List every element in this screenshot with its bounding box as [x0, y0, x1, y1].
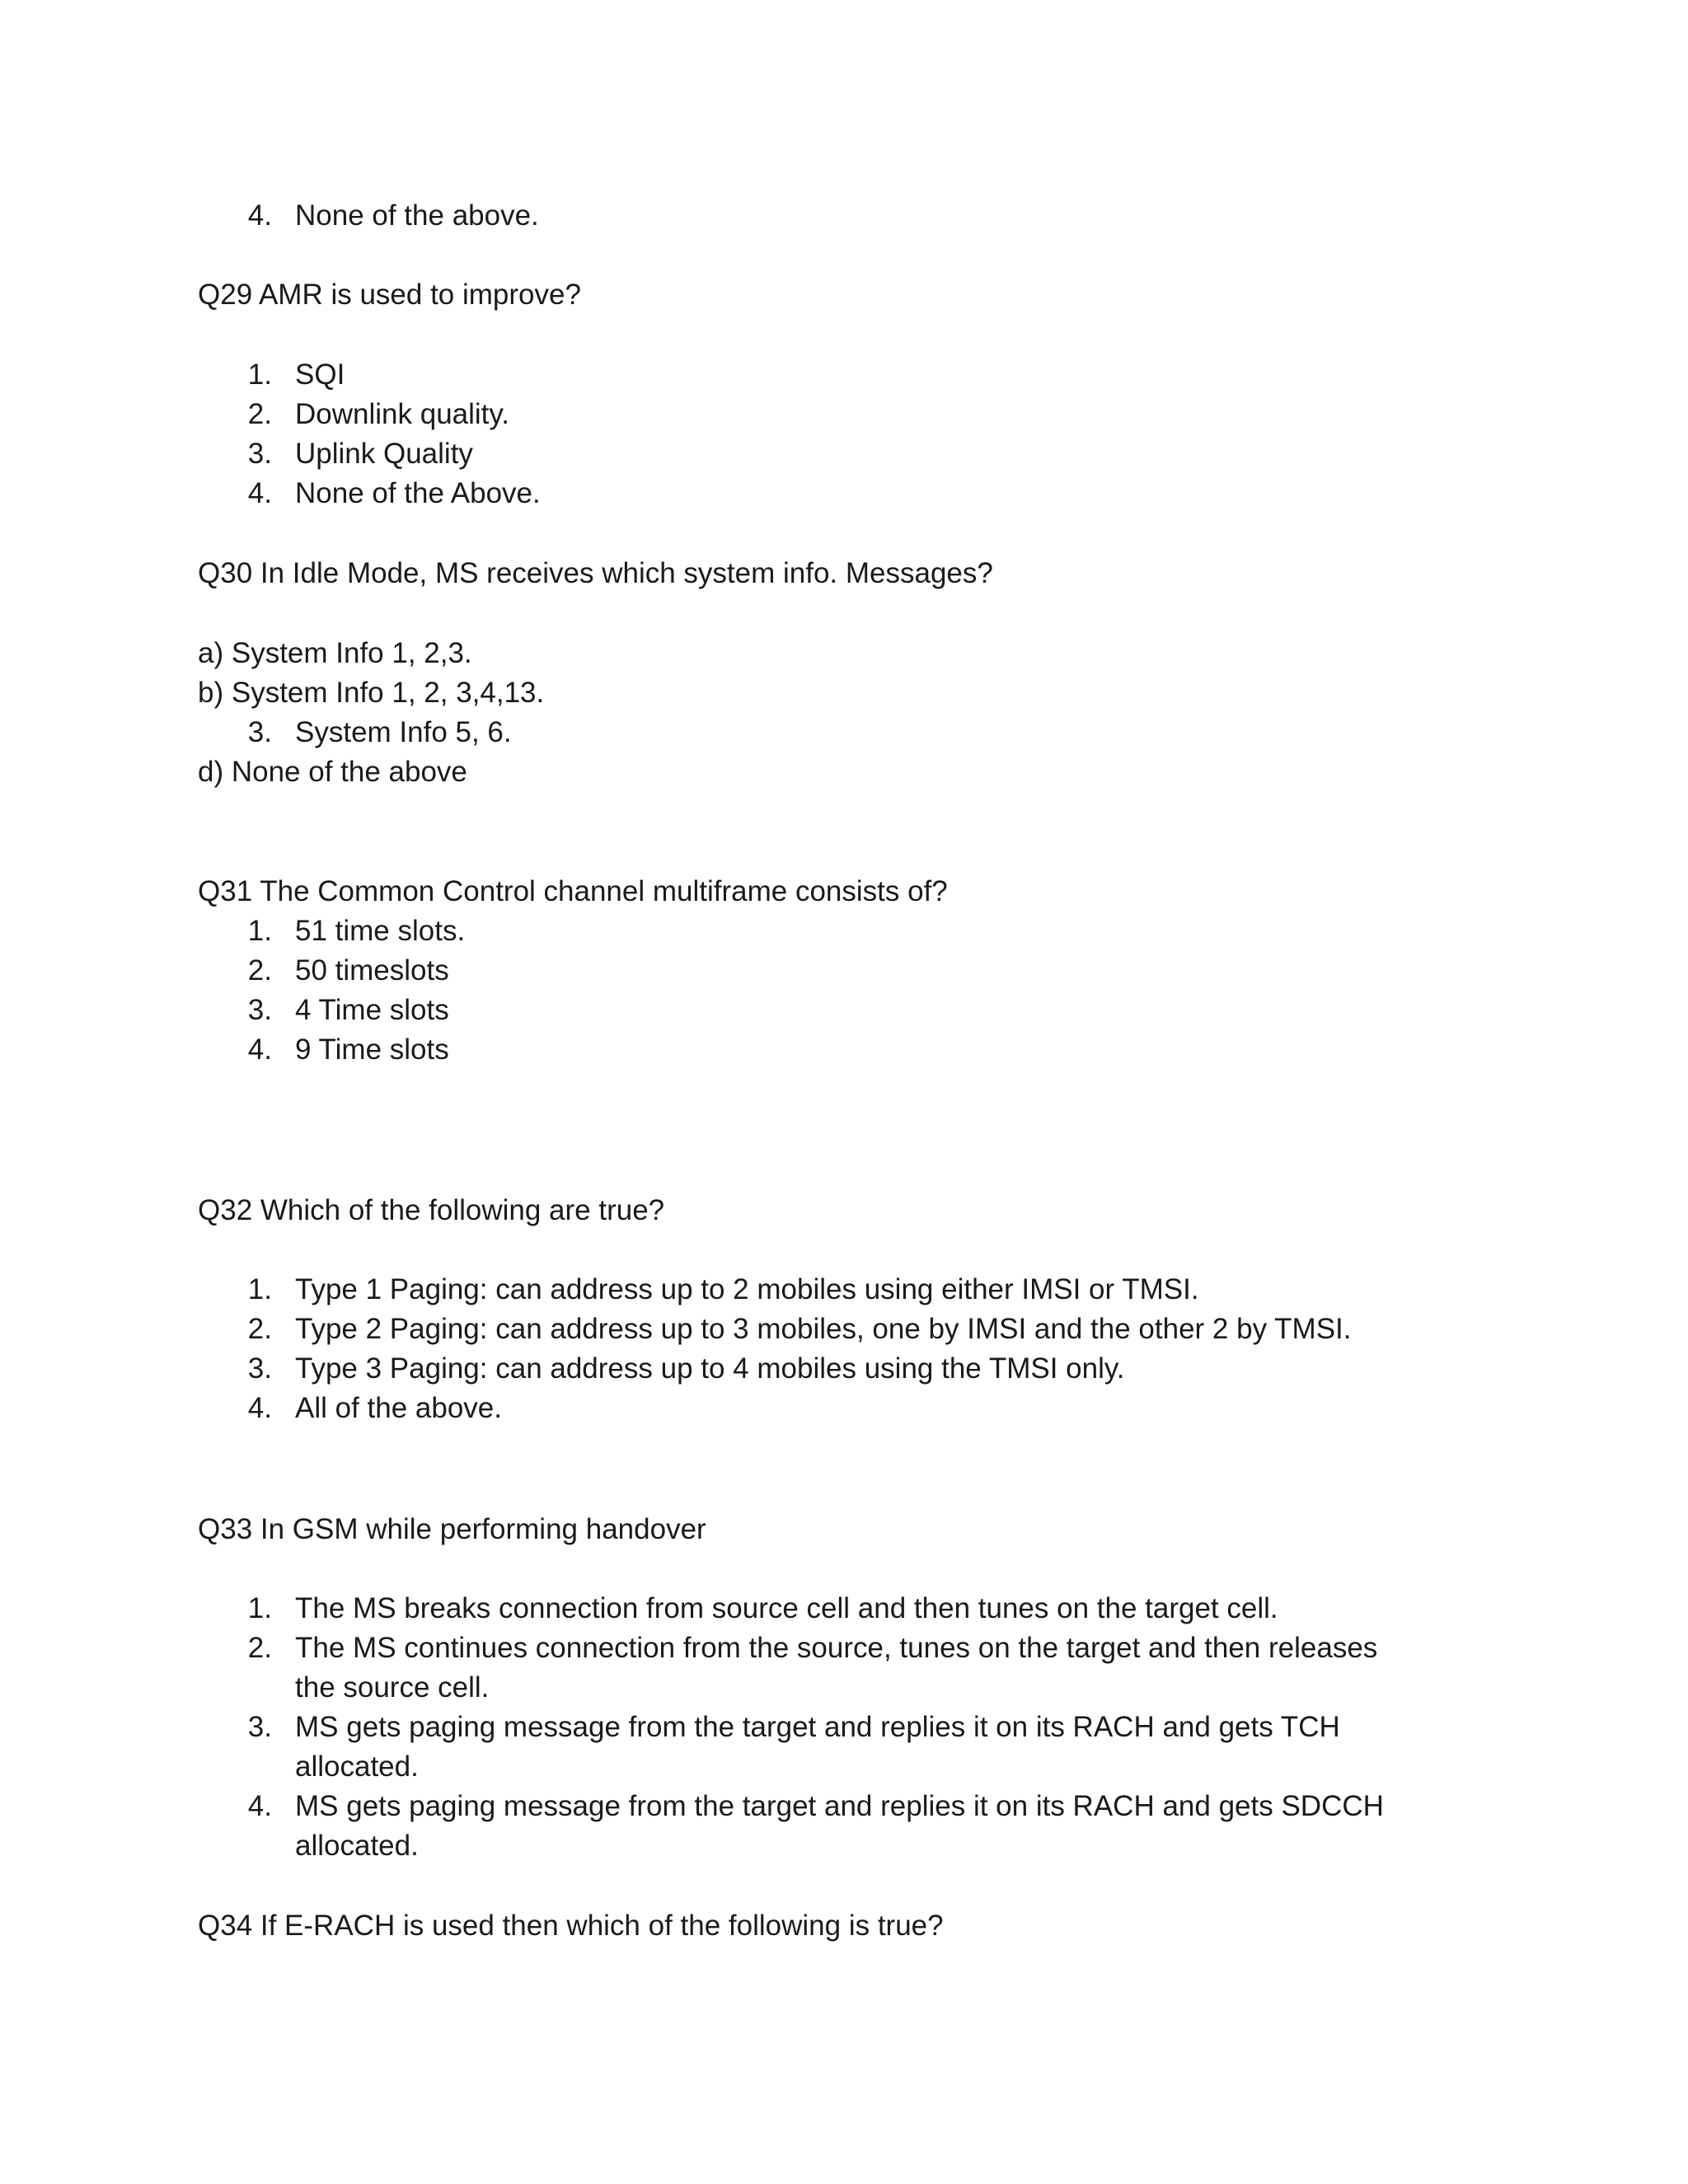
item-number: 3. [247, 1352, 272, 1385]
option-b: b) System Info 1, 2, 3,4,13. [198, 677, 545, 709]
item-number: 4. [247, 199, 272, 232]
item-number: 3. [247, 1711, 272, 1743]
item-text: MS gets paging message from the target and replies it on its RACH and gets SDCCH [295, 1790, 1384, 1822]
item-number: 1. [247, 359, 272, 391]
item-text: 50 timeslots [295, 954, 449, 987]
item-text: None of the Above. [295, 477, 541, 509]
item-text: Uplink Quality [295, 438, 473, 470]
item-text: SQI [295, 359, 345, 391]
item-number: 3. [247, 438, 272, 470]
item-text: Type 2 Paging: can address up to 3 mobiles, one by IMSI and the other 2 by TMSI. [295, 1313, 1352, 1345]
item-continuation: allocated. [295, 1830, 419, 1862]
item-number: 3. [247, 716, 272, 748]
item-text: All of the above. [295, 1392, 502, 1424]
item-text: 51 time slots. [295, 915, 466, 947]
item-number: 3. [247, 994, 272, 1026]
item-text: Downlink quality. [295, 398, 510, 430]
option-d: d) None of the above [198, 756, 467, 788]
item-number: 4. [247, 477, 272, 509]
option-a: a) System Info 1, 2,3. [198, 637, 472, 669]
item-number: 2. [247, 1313, 272, 1345]
item-text: The MS breaks connection from source cell and then tunes on the target cell. [295, 1592, 1278, 1624]
item-number: 1. [247, 915, 272, 947]
item-number: 4. [247, 1392, 272, 1424]
item-number: 4. [247, 1790, 272, 1822]
item-number: 1. [247, 1592, 272, 1624]
question-q34: Q34 If E-RACH is used then which of the following is true? [198, 1910, 944, 1942]
item-text: Type 1 Paging: can address up to 2 mobiles using either IMSI or TMSI. [295, 1273, 1199, 1305]
item-number: 2. [247, 954, 272, 987]
question-q30: Q30 In Idle Mode, MS receives which system info. Messages? [198, 557, 993, 589]
item-text: None of the above. [295, 199, 539, 232]
question-q33: Q33 In GSM while performing handover [198, 1513, 706, 1545]
item-text: 4 Time slots [295, 994, 449, 1026]
item-text: System Info 5, 6. [295, 716, 512, 748]
item-text: The MS continues connection from the source, tunes on the target and then releases [295, 1632, 1378, 1664]
item-number: 1. [247, 1273, 272, 1305]
item-number: 2. [247, 398, 272, 430]
item-text: MS gets paging message from the target and replies it on its RACH and gets TCH [295, 1711, 1340, 1743]
item-continuation: allocated. [295, 1750, 419, 1783]
item-text: Type 3 Paging: can address up to 4 mobiles using the TMSI only. [295, 1352, 1125, 1385]
item-number: 4. [247, 1033, 272, 1066]
question-q29: Q29 AMR is used to improve? [198, 279, 581, 311]
question-q31: Q31 The Common Control channel multiframe consists of? [198, 875, 948, 907]
item-continuation: the source cell. [295, 1671, 490, 1704]
item-text: 9 Time slots [295, 1033, 449, 1066]
question-q32: Q32 Which of the following are true? [198, 1194, 665, 1226]
item-number: 2. [247, 1632, 272, 1664]
